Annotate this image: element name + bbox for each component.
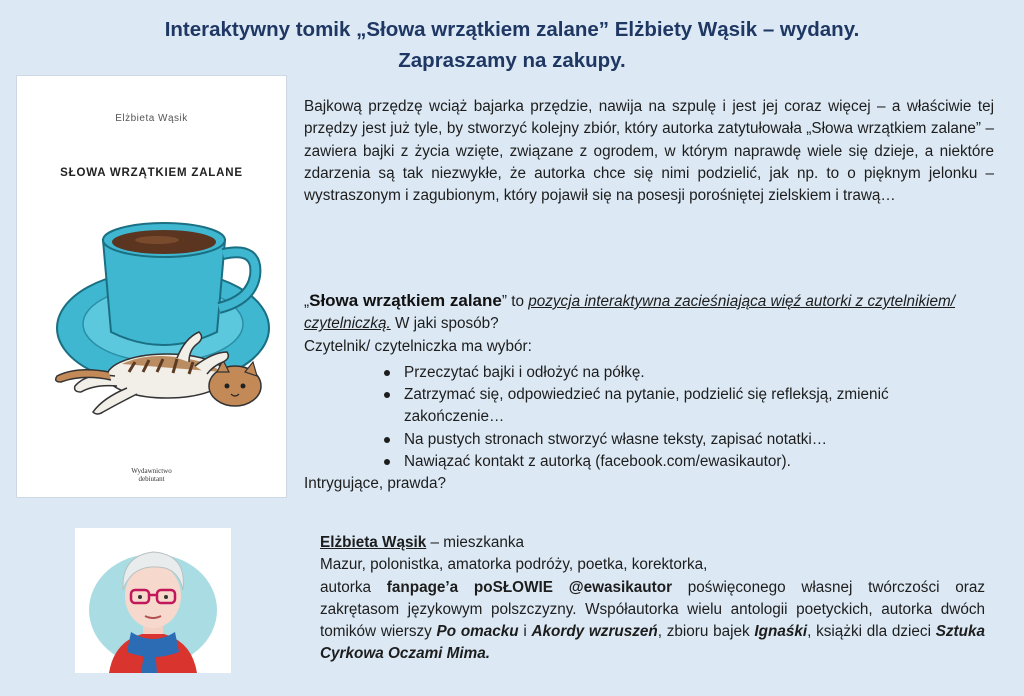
publisher-line-2: debiutant [138, 475, 165, 483]
title-line-1: Interaktywny tomik „Słowa wrzątkiem zalane” Elżbiety Wąsik – wydany. [164, 18, 860, 41]
book-ignaski: Ignaśki [754, 623, 808, 641]
closing-line: Intrygujące, prawda? [304, 475, 447, 493]
intro-paragraph: Bajkową przędzę wciąż bajarka przędzie, nawija na szpulę i jest jej coraz więcej – a właściwie tej przędzy jest już tyle, by stworzyć kolejny zbiór, który autorka zatytułowała „Słowa wrzątkiem zalane” – zawiera bajki z życia wzięte, związane z ogrodem, w którym naprawdę wiele się dzieje, a niektóre zdarzenia są tak niezwykłe, że autorka chce się nimi podzielić, jak np. to o pięknym jelonku – wystraszonym i zagubionym, który pojawił się na posesji porośniętej zielskiem i trawą… [304, 98, 994, 205]
interactive-description [304, 290, 984, 496]
list-item: Nawiązać kontakt z autorką (facebook.com/ewasikautor). [404, 451, 984, 473]
author-bio [320, 532, 985, 666]
title-line-2: Zapraszamy na zakupy. [398, 49, 626, 72]
list-item: Zatrzymać się, odpowiedzieć na pytanie, podzielić się refleksją, zmienić zakończenie… [404, 384, 984, 429]
quote-open: „ [304, 293, 310, 310]
author-name: Elżbieta Wąsik [320, 534, 427, 551]
list-item: Przeczytać bajki i odłożyć na półkę. [404, 362, 984, 384]
book-po-omacku: Po omacku [436, 623, 519, 641]
interactive-link[interactable]: pozycja interaktywna zacieśniająca więź autorki z czytelnikiem/ czytelniczką. [304, 293, 956, 333]
bio-text-3: autorka [320, 578, 387, 596]
bio-text-6: , zbioru bajek [657, 623, 755, 641]
bio-text-7: , książki dla dzieci [807, 623, 936, 641]
cover-title: SŁOWA WRZĄTKIEM ZALANE [60, 167, 243, 179]
page-title [0, 14, 1024, 76]
interactive-lead [304, 290, 984, 336]
book-sztuka-cyrkowa: Sztuka Cyrkowa Oczami Mima. [320, 623, 986, 663]
options-list [304, 362, 984, 473]
book-cover-image [17, 76, 286, 497]
publisher-line-1: Wydawnictwo [131, 467, 172, 475]
book-title: Słowa wrzątkiem zalane [309, 291, 502, 310]
choice-line: Czytelnik/ czytelniczka ma wybór: [304, 337, 532, 355]
author-portrait [75, 528, 231, 673]
bio-text-2: Mazur, polonistka, amatorka podróży, poetka, korektorka, [320, 556, 708, 574]
bio-text-4: poświęconego własnej twórczości oraz zakrętasom językowym polszczyzny. Współautorka wielu antologii poetyckich, autorka dwóch tomików wierszy [320, 578, 986, 641]
bio-text-5: i [518, 623, 532, 641]
question: W jaki sposób? [390, 315, 499, 333]
cover-author: Elżbieta Wąsik [115, 113, 188, 124]
cup-and-cat-illustration [17, 76, 286, 497]
cover-publisher [17, 467, 286, 483]
after-title: ” to [501, 293, 529, 310]
fanpage-name: fanpage’a poSŁOWIE @ewasikautor [386, 578, 673, 596]
list-item: Na pustych stronach stworzyć własne teksty, zapisać notatki… [404, 429, 984, 451]
bio-text-1: – mieszkanka [426, 534, 525, 551]
book-akordy-wzruszen: Akordy wzruszeń [531, 623, 658, 641]
